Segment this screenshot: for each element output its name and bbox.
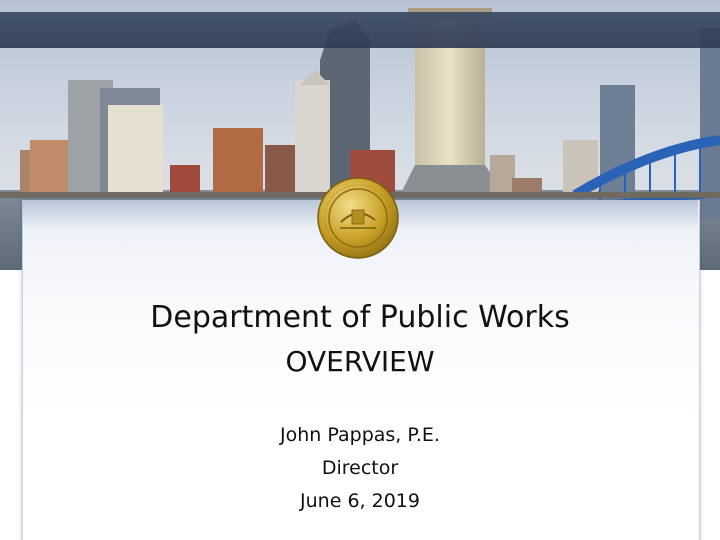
city-seal-icon (316, 176, 400, 260)
slide-subtitle: OVERVIEW (285, 345, 435, 378)
presentation-date: June 6, 2019 (300, 490, 420, 512)
slide-title: Department of Public Works (150, 300, 570, 335)
presenter-name: John Pappas, P.E. (280, 424, 440, 446)
header-band (0, 12, 720, 48)
presenter-role: Director (321, 457, 399, 479)
